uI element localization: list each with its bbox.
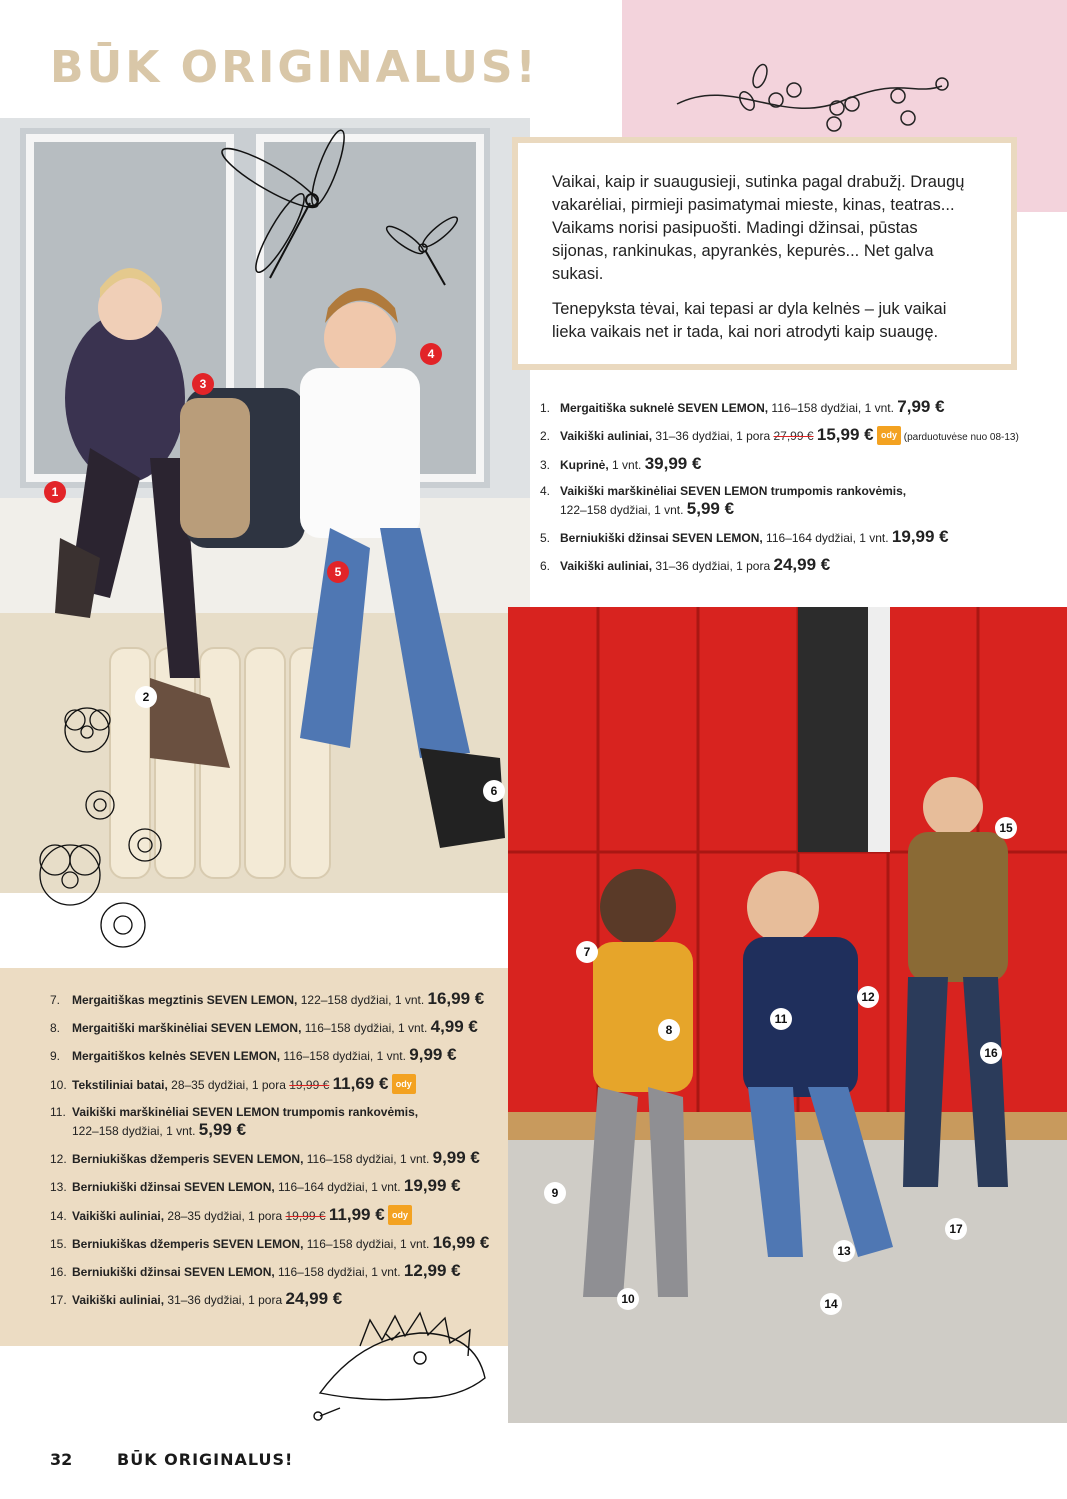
product-item-12: 12. Berniukiškas džemperis SEVEN LEMON, 116–158 dydžiai, 1 vnt. 9,99 € <box>50 1148 480 1167</box>
price: 9,99 € <box>409 1045 457 1064</box>
ody-badge: ody <box>388 1205 412 1225</box>
dragonfly-small-icon <box>385 210 465 290</box>
price: 5,99 € <box>198 1120 247 1139</box>
product-item-9: 9. Mergaitiškos kelnės SEVEN LEMON, 116–158 dydžiai, 1 vnt. 9,99 € <box>50 1045 457 1064</box>
marker-15: 15 <box>995 817 1017 839</box>
price: 11,99 € <box>328 1205 385 1224</box>
marker-10: 10 <box>617 1288 639 1310</box>
product-list-bottom <box>50 990 508 1318</box>
old-price: 27,99 € <box>773 429 814 443</box>
marker-9: 9 <box>544 1182 566 1204</box>
product-item-11: 11. Vaikiški marškinėliai SEVEN LEMON trumpomis rankovėmis, 122–158 dydžiai, 1 vnt. 5,99 € <box>50 1105 419 1139</box>
marker-11: 11 <box>770 1008 792 1030</box>
page-title: BŪK ORIGINALUS! <box>50 42 539 93</box>
old-price: 19,99 € <box>285 1209 326 1223</box>
intro-paragraph-2: Tenepyksta tėvai, kai tepasi ar dyla kelnės – juk vaikai lieka vaikais net ir tada, kai nori atrodyti kaip suaugę. <box>552 300 947 341</box>
price: 19,99 € <box>403 1176 461 1195</box>
price: 5,99 € <box>686 499 735 518</box>
marker-16: 16 <box>980 1042 1002 1064</box>
marker-4: 4 <box>420 343 442 365</box>
product-item-13: 13. Berniukiški džinsai SEVEN LEMON, 116–164 dydžiai, 1 vnt. 19,99 € <box>50 1176 461 1195</box>
intro-text-box <box>512 137 1017 370</box>
marker-17: 17 <box>945 1218 967 1240</box>
price: 24,99 € <box>773 555 831 574</box>
price: 9,99 € <box>432 1148 480 1167</box>
price: 11,69 € <box>332 1074 389 1093</box>
old-price: 19,99 € <box>289 1078 330 1092</box>
marker-3: 3 <box>192 373 214 395</box>
marker-7: 7 <box>576 941 598 963</box>
product-item-16: 16. Berniukiški džinsai SEVEN LEMON, 116–158 dydžiai, 1 vnt. 12,99 € <box>50 1261 461 1280</box>
ody-badge: ody <box>392 1074 416 1094</box>
product-item-2: 2. Vaikiški auliniai, 31–36 dydžiai, 1 pora 27,99 € 15,99 € ody (parduotuvėse nuo 08-13) <box>540 425 1019 444</box>
product-item-4: 4. Vaikiški marškinėliai SEVEN LEMON trumpomis rankovėmis, 122–158 dydžiai, 1 vnt. 5,99 € <box>540 484 907 518</box>
price: 16,99 € <box>427 989 485 1008</box>
hedgehog-doodle-icon <box>300 1308 500 1428</box>
price: 4,99 € <box>430 1017 478 1036</box>
marker-8: 8 <box>658 1019 680 1041</box>
product-list-top <box>540 398 1060 584</box>
product-item-7: 7. Mergaitiškas megztinis SEVEN LEMON, 122–158 dydžiai, 1 vnt. 16,99 € <box>50 989 485 1008</box>
page-number: 32 <box>50 1450 73 1469</box>
price: 19,99 € <box>891 527 949 546</box>
branch-illustration <box>672 56 962 146</box>
product-item-8: 8. Mergaitiški marškinėliai SEVEN LEMON, 116–158 dydžiai, 1 vnt. 4,99 € <box>50 1017 478 1036</box>
product-item-17: 17. Vaikiški auliniai, 31–36 dydžiai, 1 pora 24,99 € <box>50 1289 343 1308</box>
product-item-1: 1. Mergaitiška suknelė SEVEN LEMON, 116–158 dydžiai, 1 vnt. 7,99 € <box>540 397 945 416</box>
flowers-doodle-icon <box>25 700 165 960</box>
price: 12,99 € <box>403 1261 461 1280</box>
marker-13: 13 <box>833 1240 855 1262</box>
price: 7,99 € <box>897 397 945 416</box>
marker-12: 12 <box>857 986 879 1008</box>
marker-1: 1 <box>44 481 66 503</box>
footer-title: BŪK ORIGINALUS! <box>117 1450 294 1469</box>
price: 16,99 € <box>432 1233 490 1252</box>
price: 15,99 € <box>816 425 874 444</box>
marker-6: 6 <box>483 780 505 802</box>
marker-2: 2 <box>135 686 157 708</box>
product-item-10: 10. Tekstiliniai batai, 28–35 dydžiai, 1 pora 19,99 € 11,69 € ody <box>50 1074 508 1094</box>
price: 24,99 € <box>285 1289 343 1308</box>
product-item-6: 6. Vaikiški auliniai, 31–36 dydžiai, 1 pora 24,99 € <box>540 555 831 574</box>
intro-paragraph-1: Vaikai, kaip ir suaugusieji, sutinka pagal drabužį. Draugų vakarėliai, pirmieji pasimatymai mieste, kinas, teatras... Vaikams norisi pasipuošti. Madingi džinsai, pūstas sijonas, rankinukas, apyrankės, kepurės... Net galva sukasi. <box>552 173 965 283</box>
product-item-14: 14. Vaikiški auliniai, 28–35 dydžiai, 1 pora 19,99 € 11,99 € ody <box>50 1205 508 1225</box>
product-item-15: 15. Berniukiškas džemperis SEVEN LEMON, 116–158 dydžiai, 1 vnt. 16,99 € <box>50 1233 490 1252</box>
ody-badge: ody <box>877 426 901 445</box>
product-item-5: 5. Berniukiški džinsai SEVEN LEMON, 116–164 dydžiai, 1 vnt. 19,99 € <box>540 527 949 546</box>
dragonfly-icon <box>210 128 350 288</box>
price: 39,99 € <box>644 454 702 473</box>
product-item-3: 3. Kuprinė, 1 vnt. 39,99 € <box>540 454 702 473</box>
marker-14: 14 <box>820 1293 842 1315</box>
marker-5: 5 <box>327 561 349 583</box>
